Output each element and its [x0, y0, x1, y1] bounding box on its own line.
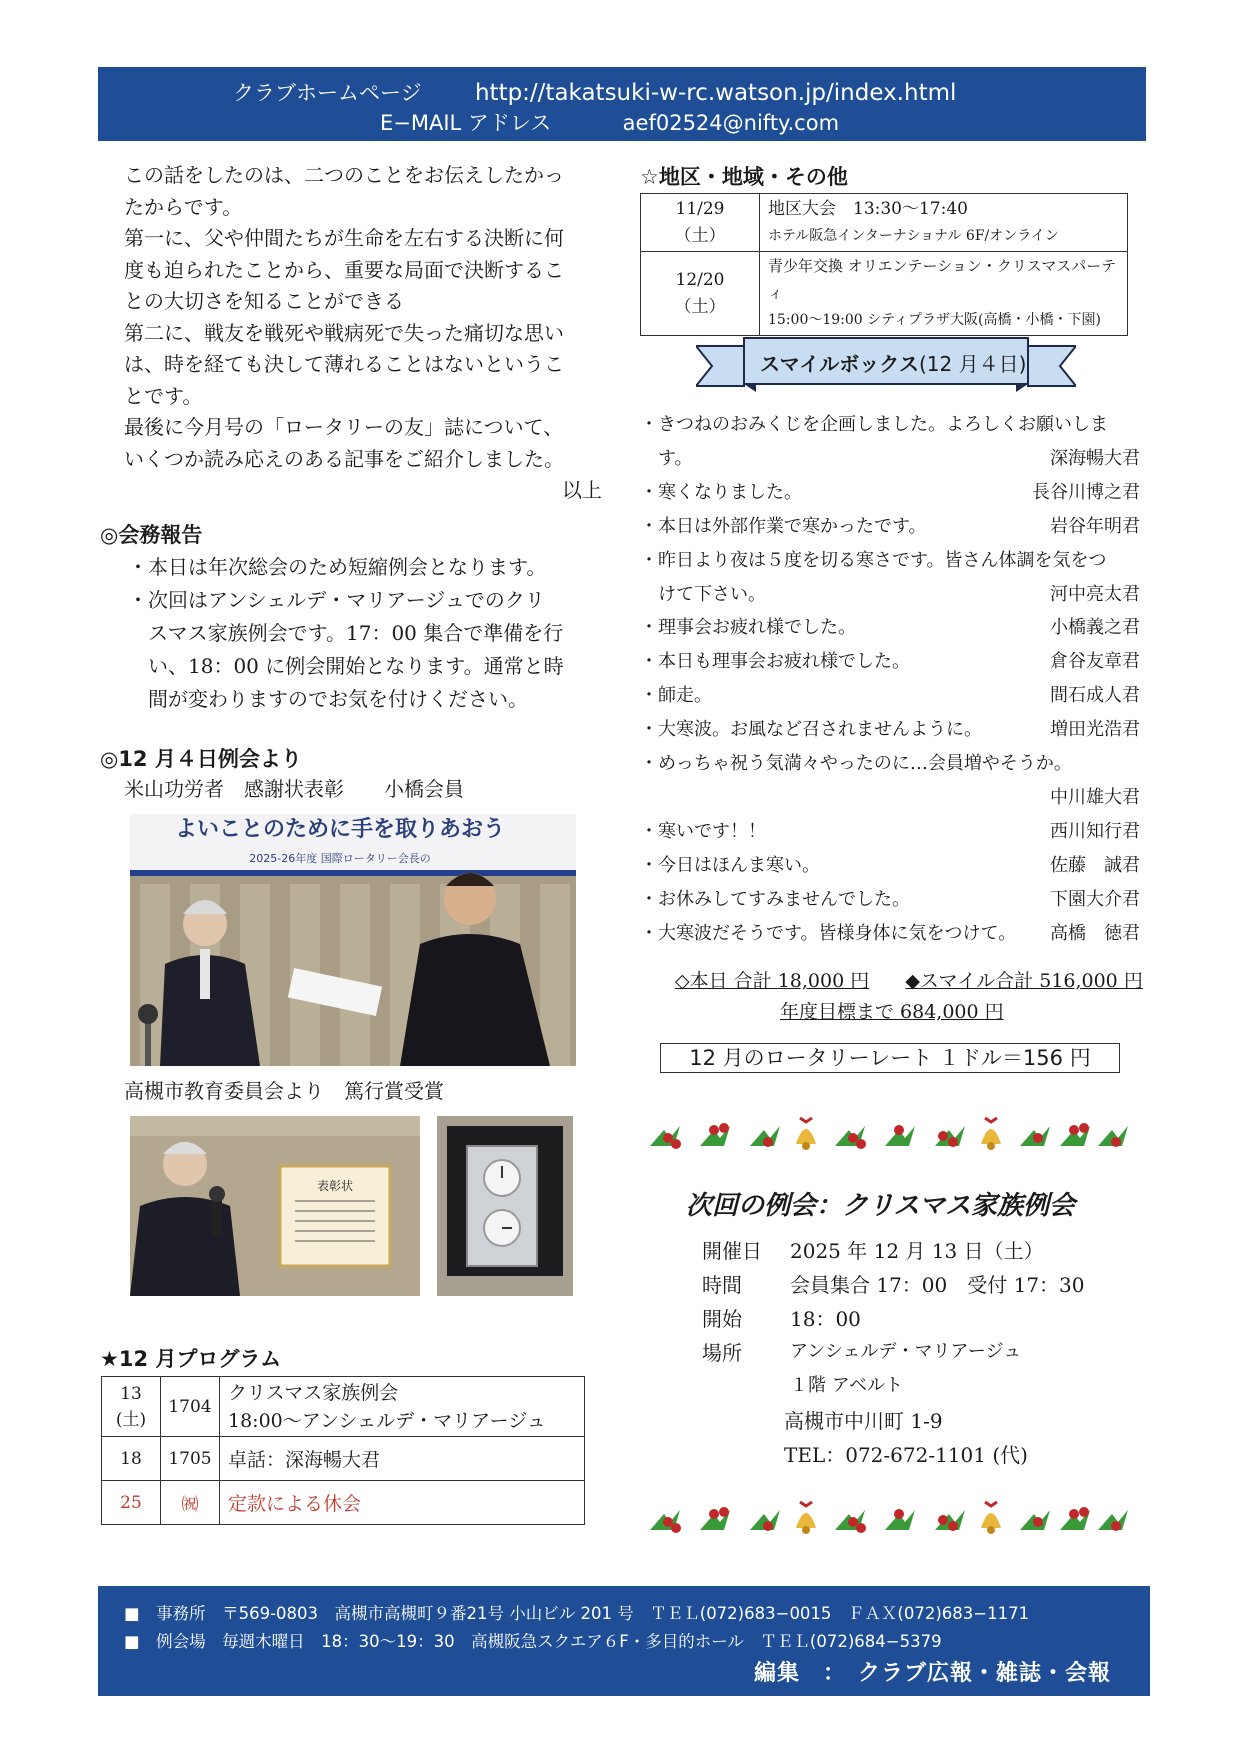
district-dow: （土） — [674, 296, 726, 317]
smile-message: ・昨日より夜は５度を切る寒さです。皆さん体調を気をつ — [640, 549, 1107, 571]
report-line: ・次回はアンシェルデ・マリアージュでのクリ — [128, 588, 545, 612]
report-line: い、18：00 に例会開始となります。通常と時 — [148, 654, 564, 678]
smile-member-name: 高橋 徳君 — [1050, 922, 1140, 944]
detail-value: アンシェルデ・マリアージュ — [790, 1341, 1022, 1362]
award-ceremony-photo — [130, 814, 576, 1066]
program-day: 25 — [102, 1481, 161, 1525]
speech-text — [124, 160, 564, 475]
email-address[interactable]: aef02524@nifty.com — [622, 111, 840, 135]
clock-award-illustration — [437, 1116, 573, 1296]
venue-info: ■ 例会場 毎週木曜日 18：30〜19：30 高槻阪急スクエア６F・多目的ホール ＴＥＬ(072)684−5379 — [124, 1632, 942, 1651]
certificate-title: 表彰状 — [316, 1179, 354, 1193]
smile-entry — [640, 817, 1140, 847]
smile-member-name: 増田光浩君 — [1050, 719, 1140, 741]
district-event: 地区大会 13:30〜17:40 — [768, 198, 968, 219]
smile-member-name: 間石成人君 — [1050, 685, 1140, 707]
speech-line: 第一に、父や仲間たちが生命を左右する決断に何 — [124, 226, 564, 250]
homepage-label: クラブホームページ — [233, 81, 422, 105]
speech-line: 第二に、戦友を戦死や戦病死で失った痛切な思い — [124, 320, 564, 345]
smile-title-text: スマイルボックス — [760, 352, 919, 376]
next-meeting-row — [702, 1337, 1028, 1371]
program-number: 1704 — [161, 1377, 220, 1437]
table-row — [641, 252, 1128, 336]
business-report-body — [128, 551, 564, 716]
smile-member-name: 長谷川博之君 — [1032, 481, 1140, 503]
program-table — [101, 1376, 585, 1525]
venue-floor: １階 アベルト — [790, 1375, 904, 1396]
award-education-caption: 高槻市教育委員会より 篤行賞受賞 — [124, 1079, 444, 1103]
smile-member-name: 佐藤 誠君 — [1050, 854, 1140, 876]
smile-message: ・めっちゃ祝う気満々やったのに…会員増やそうか。 — [640, 753, 1072, 774]
smile-entry — [640, 580, 1140, 610]
rotary-rate-box — [660, 1043, 1120, 1073]
speech-closing: 以上 — [562, 478, 602, 502]
smile-message: ・寒くなりました。 — [640, 481, 802, 503]
detail-value: 2025 年 12 月 13 日（土） — [790, 1239, 1044, 1263]
district-date-cell — [641, 194, 760, 252]
district-date-cell — [641, 252, 760, 336]
smile-message: ・大寒波。お風など召されませんように。 — [640, 719, 982, 741]
next-meeting-row — [702, 1235, 1044, 1269]
smile-message: ・お休みしてすみませんでした。 — [640, 888, 910, 910]
program-event: クリスマス家族例会 — [228, 1381, 399, 1404]
report-line: スマス家族例会です。17：00 集合で準備を行 — [148, 621, 564, 645]
speech-line: この話をしたのは、二つのことをお伝えしたかっ — [124, 163, 564, 187]
speech-line: は、時を経ても決して薄れることはないというこ — [124, 352, 564, 376]
smile-entry — [640, 749, 1140, 779]
speech-line: 最後に今月号の「ロータリーの友」誌について、 — [124, 415, 564, 439]
speech-line: たからです。 — [124, 194, 243, 219]
district-event: 青少年交換 オリエンテーション・クリスマスパーティ — [768, 257, 1117, 302]
smile-grand-total: ◆スマイル合計 516,000 円 — [905, 970, 1143, 992]
editor-info: 編集 ： クラブ広報・雑誌・会報 — [754, 1661, 1112, 1686]
report-line: ・本日は年次総会のため短縮例会となります。 — [128, 555, 547, 579]
today-total: ◇本日 合計 18,000 円 — [675, 970, 870, 992]
next-meeting-row — [702, 1269, 1085, 1303]
certificate-speaker-photo — [130, 1116, 420, 1296]
smile-message: ・きつねのおみくじを企画しました。よろしくお願いしま — [640, 414, 1108, 435]
award-ceremony-illustration — [130, 814, 576, 1066]
program-day: 13 — [120, 1383, 142, 1404]
rotary-rate: 12 月のロータリーレート １ドル＝156 円 — [689, 1046, 1091, 1070]
detail-value: 18：00 — [790, 1307, 861, 1331]
program-number: 1705 — [161, 1437, 220, 1481]
smile-member-name: 小橋義之君 — [1050, 617, 1140, 639]
smile-message: ・本日も理事会お疲れ様でした。 — [640, 651, 910, 673]
smile-member-name: 中川雄大君 — [1050, 786, 1140, 808]
next-meeting-title: 次回の例会：クリスマス家族例会 — [686, 1191, 1075, 1221]
smile-message: ・今日はほんま寒い。 — [640, 854, 820, 876]
smile-member-name: 河中亮太君 — [1050, 583, 1140, 605]
smile-message: けて下さい。 — [640, 583, 766, 605]
business-report-title: ◎会務報告 — [100, 523, 203, 547]
program-event: 定款による休会 — [220, 1481, 585, 1525]
smile-entry — [640, 546, 1140, 576]
district-title: ☆地区・地域・その他 — [640, 165, 848, 189]
smile-message: ・寒いです！！ — [640, 820, 766, 842]
district-dow: （土） — [674, 225, 726, 246]
smile-entry — [640, 919, 1140, 949]
holly-decoration-bottom — [646, 1494, 1132, 1542]
smile-entry — [640, 478, 1140, 508]
clock-award-photo — [437, 1116, 573, 1296]
program-event: 卓話：深海暢大君 — [220, 1437, 585, 1481]
program-date-cell — [102, 1377, 161, 1437]
smile-entry — [640, 715, 1140, 745]
district-event-detail: 15:00〜19:00 シティプラザ大阪(高橋・小橋・下園) — [768, 312, 1101, 328]
detail-value: 会員集合 17：00 受付 17：30 — [790, 1273, 1085, 1297]
footer-banner — [98, 1586, 1150, 1696]
next-meeting-row — [702, 1303, 1028, 1337]
speech-line: との大切さを知ることができる — [124, 289, 404, 313]
detail-label: 開催日 — [702, 1239, 762, 1263]
smile-box-title — [760, 348, 1026, 377]
smile-message: ・本日は外部作業で寒かったです。 — [640, 515, 927, 537]
table-row — [102, 1437, 585, 1481]
smile-entry — [640, 444, 1140, 474]
award-yoneyama-caption: 米山功労者 感謝状表彰 小橋会員 — [124, 777, 464, 801]
smile-member-name: 倉谷友章君 — [1050, 651, 1140, 673]
district-event-cell — [760, 252, 1128, 336]
program-content-cell — [220, 1377, 585, 1437]
smile-entry — [640, 851, 1140, 881]
holly-decoration-top — [646, 1110, 1132, 1158]
smile-member-name: 西川知行君 — [1050, 820, 1140, 842]
annual-goal: 年度目標まで 684,000 円 — [780, 1001, 1004, 1023]
smile-message: す。 — [640, 447, 693, 469]
venue-address: 高槻市中川町 1-9 — [784, 1409, 943, 1433]
smile-entry — [640, 512, 1140, 542]
smile-entry — [640, 783, 1140, 813]
detail-label: 開始 — [702, 1307, 742, 1331]
office-info: ■ 事務所 〒569-0803 高槻市高槻町９番21号 小山ビル 201 号 ＴＥＬ(072)683−0015 ＦＡＸ(072)683−1171 — [124, 1604, 1030, 1623]
smile-entry — [640, 885, 1140, 915]
smile-message: ・大寒波だそうです。皆様身体に気をつけて。 — [640, 922, 1017, 944]
detail-label: 時間 — [702, 1273, 742, 1297]
program-dow: (土) — [115, 1409, 147, 1430]
smile-entry — [640, 647, 1140, 677]
district-date: 11/29 — [675, 198, 725, 219]
speech-line: とです。 — [124, 383, 203, 408]
district-table — [640, 193, 1128, 336]
smile-message: ・理事会お疲れ様でした。 — [640, 617, 856, 639]
certificate-speaker-illustration — [130, 1116, 420, 1296]
meeting-title: ◎12 月４日例会より — [100, 747, 302, 771]
report-line: 間が変わりますのでお気を付けください。 — [148, 687, 528, 711]
district-date: 12/20 — [675, 269, 725, 290]
holiday-mark: ㈷ — [161, 1481, 220, 1525]
district-event-detail: ホテル阪急インターナショナル 6F/オンライン — [768, 227, 1059, 244]
email-label: E−MAIL アドレス — [380, 111, 552, 135]
smile-entry — [640, 613, 1140, 643]
program-title: ★12 月プログラム — [100, 1347, 282, 1371]
smile-totals — [675, 966, 1143, 993]
district-event-cell — [760, 194, 1128, 252]
smile-member-name: 岩谷年明君 — [1050, 515, 1140, 537]
smile-entry — [640, 410, 1140, 440]
smile-date: (12 月４日) — [919, 352, 1027, 376]
program-day: 18 — [102, 1437, 161, 1481]
header-banner — [98, 67, 1146, 141]
detail-label: 場所 — [702, 1341, 742, 1365]
banner-text: よいことのために手を取りあおう — [174, 817, 506, 842]
smile-member-name: 深海暢大君 — [1050, 447, 1140, 469]
venue-phone: TEL：072-672-1101 (代) — [784, 1443, 1028, 1467]
speech-line: 度も迫られたことから、重要な局面で決断するこ — [124, 257, 564, 282]
table-row — [102, 1377, 585, 1437]
speech-line: いくつか読み応えのある記事をご紹介しました。 — [124, 446, 564, 471]
table-row — [102, 1481, 585, 1525]
banner-subtext: 2025-26年度 国際ロータリー会長の — [249, 852, 431, 865]
smile-entry — [640, 681, 1140, 711]
table-row — [641, 194, 1128, 252]
smile-member-name: 下園大介君 — [1050, 888, 1140, 910]
program-event-detail: 18:00〜アンシェルデ・マリアージュ — [228, 1409, 546, 1432]
smile-message: ・師走。 — [640, 685, 712, 707]
next-meeting-details — [702, 1235, 1085, 1473]
homepage-url[interactable]: http://takatsuki-w-rc.watson.jp/index.html — [474, 80, 957, 106]
